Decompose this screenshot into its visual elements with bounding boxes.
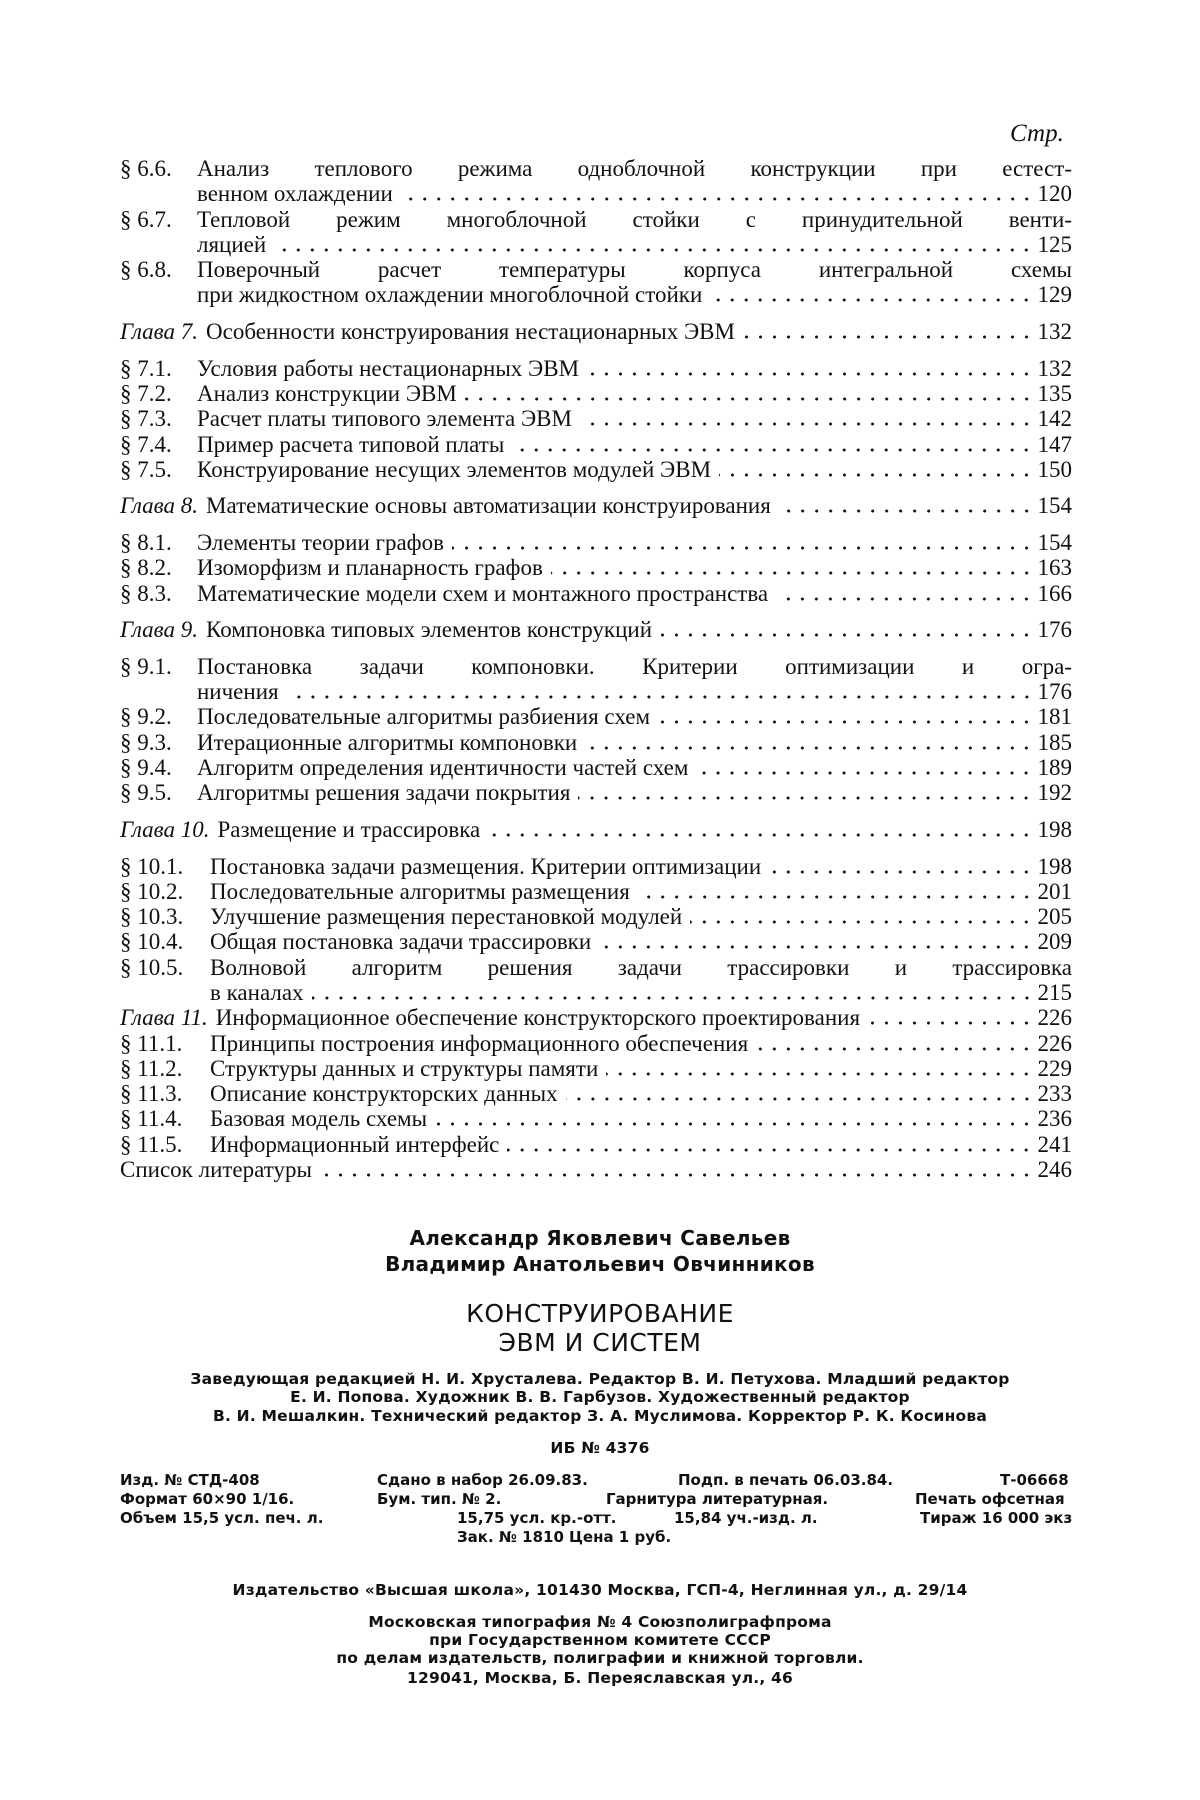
entry-last-line: [197, 282, 1072, 307]
toc-chapter[interactable]: [120, 817, 1072, 842]
toc-entry[interactable]: [120, 207, 1072, 258]
dot-leader: [868, 1011, 1033, 1025]
entry-title: [120, 457, 1072, 482]
section-number: § 11.4.: [120, 1106, 182, 1131]
entry-title: [120, 493, 1072, 518]
entry-last-line: [197, 780, 1072, 805]
entry-title-line: в каналах: [210, 980, 304, 1005]
page-number: 154: [1038, 530, 1073, 555]
entry-title-line: Изоморфизм и планарность графов: [197, 555, 543, 580]
entry-title-line: Принципы построения информационного обеспечения: [210, 1031, 748, 1056]
dot-leader: [776, 587, 1033, 601]
toc-entry[interactable]: [120, 1106, 1072, 1131]
page-number: 201: [1038, 879, 1073, 904]
printer-line: 129041, Москва, Б. Переяславская ул., 46: [0, 1669, 1200, 1687]
dot-leader: [658, 710, 1033, 724]
section-number: § 8.1.: [120, 530, 172, 555]
toc-entry[interactable]: [120, 432, 1072, 457]
entry-title-line: Список литературы: [120, 1157, 312, 1182]
toc-entry[interactable]: [120, 955, 1072, 1006]
toc-entry[interactable]: [120, 356, 1072, 381]
section-number: § 6.6.: [120, 156, 172, 181]
chapter-title: Размещение и трассировка: [218, 817, 481, 842]
entry-title-line: Улучшение размещения перестановкой модулей: [210, 904, 682, 929]
toc-entry[interactable]: [120, 1056, 1072, 1081]
section-number: § 11.3.: [120, 1081, 182, 1106]
entry-title-line: Постановка задачи размещения. Критерии оптимизации: [210, 854, 761, 879]
entry-last-line: [197, 457, 1072, 482]
entry-title-line: Волновой алгоритм решения задачи трассировки и трассировка: [210, 955, 1072, 980]
page-number: 132: [1038, 356, 1073, 381]
author-name: Александр Яковлевич Савельев: [0, 1226, 1200, 1250]
entry-last-line: [120, 319, 1072, 344]
entry-title-line: Расчет платы типового элемента ЭВМ: [197, 406, 572, 431]
page-number: 176: [1038, 679, 1073, 704]
section-number: § 10.1.: [120, 854, 183, 879]
page-number: 120: [1038, 181, 1073, 206]
section-number: § 9.4.: [120, 755, 172, 780]
entry-title-line: ничения: [197, 679, 279, 704]
section-number: § 7.3.: [120, 406, 172, 431]
entry-title-line: ляцией: [197, 232, 266, 257]
imprint-uch-izd: 15,84 уч.-изд. л.: [674, 1509, 818, 1527]
page-number: 176: [1038, 617, 1073, 642]
dot-leader: [488, 823, 1033, 837]
entry-title: [120, 730, 1072, 755]
toc-entry[interactable]: [120, 156, 1072, 207]
entry-title: [120, 929, 1072, 954]
entry-last-line: [210, 1081, 1072, 1106]
entry-title: [120, 555, 1072, 580]
entry-title-line: Пример расчета типовой платы: [197, 432, 504, 457]
chapter-label: Глава 8.: [120, 493, 198, 518]
page-number: 226: [1038, 1031, 1073, 1056]
publisher-address: Издательство «Высшая школа», 101430 Москва, ГСП-4, Неглинная ул., д. 29/14: [0, 1581, 1200, 1599]
chapter-title: Компоновка типовых элементов конструкций: [206, 617, 652, 642]
dot-leader: [585, 736, 1033, 750]
section-number: § 7.5.: [120, 457, 172, 482]
entry-title-line: Математические модели схем и монтажного пространства: [197, 581, 768, 606]
entry-title: [120, 432, 1072, 457]
entry-title: [120, 356, 1072, 381]
entry-last-line: [120, 617, 1072, 642]
section-number: § 10.2.: [120, 879, 183, 904]
chapter-label: Глава 7.: [120, 319, 198, 344]
toc-entry[interactable]: [120, 406, 1072, 431]
entry-title-line: Тепловой режим многоблочной стойки с принудительной венти-: [197, 207, 1072, 232]
author-name: Владимир Анатольевич Овчинников: [0, 1252, 1200, 1276]
entry-last-line: [197, 755, 1072, 780]
toc-chapter[interactable]: [120, 617, 1072, 642]
dot-leader: [606, 1062, 1033, 1076]
dot-leader: [566, 1087, 1034, 1101]
toc-entry[interactable]: [120, 704, 1072, 729]
page-number: 209: [1038, 929, 1073, 954]
page-column-header: Стр.: [1010, 120, 1064, 148]
imprint-format: Формат 60×90 1/16.: [120, 1490, 294, 1508]
entry-last-line: [197, 581, 1072, 606]
imprint-garnitura: Гарнитура литературная.: [606, 1490, 828, 1508]
page-number: 125: [1038, 232, 1073, 257]
entry-title-line: Условия работы нестационарных ЭВМ: [197, 356, 579, 381]
imprint-tirazh: Тираж 16 000 экз: [920, 1509, 1072, 1527]
toc-entry[interactable]: [120, 755, 1072, 780]
entry-title: [120, 817, 1072, 842]
section-number: § 9.5.: [120, 780, 172, 805]
dot-leader: [312, 986, 1034, 1000]
imprint-pechat: Печать офсетная: [915, 1490, 1065, 1508]
dot-leader: [743, 325, 1034, 339]
chapter-title: Математические основы автоматизации конструирования: [206, 493, 771, 518]
page-number: 154: [1038, 493, 1073, 518]
page-number: 150: [1038, 457, 1073, 482]
section-number: § 10.4.: [120, 929, 183, 954]
entry-last-line: [120, 817, 1072, 842]
imprint-cena: Цена 1 руб.: [569, 1528, 671, 1546]
entry-last-line: [197, 432, 1072, 457]
page-number: 166: [1038, 581, 1073, 606]
toc-entry[interactable]: [120, 730, 1072, 755]
dot-leader: [507, 1138, 1033, 1152]
page-number: 192: [1038, 780, 1073, 805]
entry-last-line: [120, 1005, 1072, 1030]
dot-leader: [287, 685, 1034, 699]
page-number: 198: [1038, 817, 1073, 842]
entry-last-line: [197, 181, 1072, 206]
credits-line: Заведующая редакцией Н. И. Хрусталева. Редактор В. И. Петухова. Младший редактор: [0, 1370, 1200, 1388]
entry-title: [120, 581, 1072, 606]
entry-last-line: [210, 879, 1072, 904]
entry-last-line: [210, 1106, 1072, 1131]
section-number: § 7.1.: [120, 356, 172, 381]
section-number: § 11.1.: [120, 1031, 182, 1056]
section-number: § 10.3.: [120, 904, 183, 929]
entry-last-line: [197, 356, 1072, 381]
entry-last-line: [210, 854, 1072, 879]
ib-number: ИБ № 4376: [0, 1439, 1200, 1457]
section-number: § 11.2.: [120, 1056, 182, 1081]
section-number: § 8.3.: [120, 581, 172, 606]
page-number: 181: [1038, 704, 1073, 729]
entry-title: [120, 780, 1072, 805]
dot-leader: [756, 1037, 1033, 1051]
entry-title-line: Информационный интерфейс: [210, 1132, 499, 1157]
entry-last-line: [197, 679, 1072, 704]
imprint-obem: Объем 15,5 усл. печ. л.: [120, 1509, 323, 1527]
entry-title: [120, 207, 1072, 258]
dot-leader: [465, 387, 1034, 401]
page-number: 135: [1038, 381, 1073, 406]
entry-title-line: Базовая модель схемы: [210, 1106, 427, 1131]
entry-title: [120, 1031, 1072, 1056]
entry-title: [120, 156, 1072, 207]
entry-title-line: Описание конструкторских данных: [210, 1081, 558, 1106]
book-title-line: КОНСТРУИРОВАНИЕ: [0, 1299, 1200, 1328]
entry-last-line: [210, 1056, 1072, 1081]
entry-title-line: Алгоритмы решения задачи покрытия: [197, 780, 570, 805]
page-number: 189: [1038, 755, 1073, 780]
entry-last-line: [197, 704, 1072, 729]
entry-title-line: Конструирование несущих элементов модулей ЭВМ: [197, 457, 711, 482]
toc-entry[interactable]: [120, 581, 1072, 606]
printer-line: при Государственном комитете СССР: [0, 1631, 1200, 1649]
page-number: 233: [1038, 1081, 1073, 1106]
entry-last-line: [210, 1031, 1072, 1056]
toc-chapter[interactable]: [120, 493, 1072, 518]
dot-leader: [512, 438, 1033, 452]
page-number: 132: [1038, 319, 1073, 344]
printer-line: Московская типография № 4 Союзполиграфпрома: [0, 1613, 1200, 1631]
page-number: 215: [1038, 980, 1073, 1005]
entry-title-line: при жидкостном охлаждении многоблочной стойки: [197, 282, 702, 307]
page-number: 205: [1038, 904, 1073, 929]
entry-title-line: Последовательные алгоритмы разбиения схем: [197, 704, 650, 729]
entry-title: [120, 1157, 1072, 1182]
toc-entry[interactable]: [120, 780, 1072, 805]
entry-last-line: [210, 1132, 1072, 1157]
dot-leader: [580, 412, 1034, 426]
entry-title: [120, 406, 1072, 431]
entry-last-line: [197, 381, 1072, 406]
entry-last-line: [120, 493, 1072, 518]
toc-chapter[interactable]: [120, 319, 1072, 344]
entry-last-line: [210, 980, 1072, 1005]
chapter-label: Глава 9.: [120, 617, 198, 642]
entry-title-line: Анализ конструкции ЭВМ: [197, 381, 457, 406]
toc-chapter[interactable]: [120, 1005, 1072, 1030]
dot-leader: [719, 463, 1033, 477]
book-title-line: ЭВМ И СИСТЕМ: [0, 1328, 1200, 1357]
imprint-izd: Изд. № СТД-408: [120, 1471, 260, 1489]
toc-entry[interactable]: [120, 879, 1072, 904]
entry-title-line: Общая постановка задачи трассировки: [210, 929, 591, 954]
entry-title: [120, 755, 1072, 780]
section-number: § 9.1.: [120, 654, 172, 679]
entry-title-line: венном охлаждении: [197, 181, 393, 206]
toc-entry[interactable]: [120, 530, 1072, 555]
imprint-podp: Подп. в печать 06.03.84.: [678, 1471, 893, 1489]
entry-title: [120, 1106, 1072, 1131]
dot-leader: [587, 362, 1033, 376]
dot-leader: [401, 187, 1034, 201]
entry-title: [120, 904, 1072, 929]
section-number: § 6.8.: [120, 257, 172, 282]
entry-title: [120, 704, 1072, 729]
imprint-kr-ott: 15,75 усл. кр.-отт.: [457, 1509, 616, 1527]
dot-leader: [599, 935, 1033, 949]
page-number: 147: [1038, 432, 1073, 457]
entry-title: [120, 955, 1072, 1006]
imprint-zak: Зак. № 1810: [457, 1528, 564, 1546]
entry-title-line: Поверочный расчет температуры корпуса интегральной схемы: [197, 257, 1072, 282]
dot-leader: [710, 288, 1033, 302]
toc-entry[interactable]: [120, 257, 1072, 308]
page-number: 226: [1038, 1005, 1073, 1030]
page-number: 229: [1038, 1056, 1073, 1081]
page-number: 198: [1038, 854, 1073, 879]
dot-leader: [435, 1112, 1033, 1126]
toc-entry[interactable]: [120, 904, 1072, 929]
section-number: § 11.5.: [120, 1132, 182, 1157]
credits-line: Е. И. Попова. Художник В. В. Гарбузов. Художественный редактор: [0, 1388, 1200, 1406]
page-number: 185: [1038, 730, 1073, 755]
chapter-label: Глава 11.: [120, 1005, 208, 1030]
page-number: 142: [1038, 406, 1073, 431]
dot-leader: [274, 238, 1033, 252]
toc-entry[interactable]: [120, 929, 1072, 954]
entry-title: [120, 1132, 1072, 1157]
dot-leader: [779, 499, 1034, 513]
entry-title-line: Структуры данных и структуры памяти: [210, 1056, 598, 1081]
entry-last-line: [197, 530, 1072, 555]
page-number: 236: [1038, 1106, 1073, 1131]
toc-entry[interactable]: [120, 1081, 1072, 1106]
entry-title: [120, 879, 1072, 904]
toc-entry[interactable]: [120, 854, 1072, 879]
entry-title: [120, 257, 1072, 308]
entry-title: [120, 1005, 1072, 1030]
toc-entry[interactable]: [120, 1031, 1072, 1056]
entry-title-line: Постановка задачи компоновки. Критерии оптимизации и огра-: [197, 654, 1072, 679]
entry-last-line: [210, 929, 1072, 954]
imprint-t-code: Т-06668: [1000, 1471, 1069, 1489]
imprint-bum: Бум. тип. № 2.: [377, 1490, 501, 1508]
entry-title-line: Итерационные алгоритмы компоновки: [197, 730, 577, 755]
section-number: § 10.5.: [120, 955, 183, 980]
section-number: § 7.2.: [120, 381, 172, 406]
entry-title-line: Последовательные алгоритмы размещения: [210, 879, 630, 904]
chapter-title: Особенности конструирования нестационарных ЭВМ: [206, 319, 735, 344]
entry-title: [120, 319, 1072, 344]
page-number: 129: [1038, 282, 1073, 307]
entry-last-line: [120, 1157, 1072, 1182]
page-number: 246: [1038, 1157, 1073, 1182]
entry-last-line: [197, 730, 1072, 755]
entry-title: [120, 617, 1072, 642]
entry-title: [120, 381, 1072, 406]
entry-title: [120, 654, 1072, 705]
section-number: § 9.2.: [120, 704, 172, 729]
chapter-label: Глава 10.: [120, 817, 210, 842]
toc-entry[interactable]: [120, 381, 1072, 406]
toc-entry[interactable]: [120, 654, 1072, 705]
dot-leader: [578, 786, 1033, 800]
dot-leader: [638, 885, 1034, 899]
dot-leader: [320, 1163, 1034, 1177]
section-number: § 6.7.: [120, 207, 172, 232]
toc-entry[interactable]: [120, 1132, 1072, 1157]
entry-title: [120, 1081, 1072, 1106]
entry-last-line: [197, 406, 1072, 431]
entry-title-line: Анализ теплового режима одноблочной конструкции при естест-: [197, 156, 1072, 181]
dot-leader: [551, 561, 1034, 575]
section-number: § 8.2.: [120, 555, 172, 580]
entry-last-line: [197, 555, 1072, 580]
entry-last-line: [210, 904, 1072, 929]
imprint-sdano: Сдано в набор 26.09.83.: [377, 1471, 588, 1489]
dot-leader: [690, 910, 1033, 924]
entry-title: [120, 530, 1072, 555]
dot-leader: [696, 761, 1033, 775]
toc-entry[interactable]: [120, 457, 1072, 482]
section-number: § 9.3.: [120, 730, 172, 755]
entry-title: [120, 1056, 1072, 1081]
dot-leader: [769, 860, 1033, 874]
printer-line: по делам издательств, полиграфии и книжной торговли.: [0, 1649, 1200, 1667]
chapter-title: Информационное обеспечение конструкторского проектирования: [216, 1005, 860, 1030]
credits-line: В. И. Мешалкин. Технический редактор З. А. Муслимова. Корректор Р. К. Косинова: [0, 1407, 1200, 1425]
entry-last-line: [197, 232, 1072, 257]
toc-entry[interactable]: [120, 1157, 1072, 1182]
section-number: § 7.4.: [120, 432, 172, 457]
entry-title: [120, 854, 1072, 879]
dot-leader: [660, 623, 1033, 637]
page-number: 241: [1038, 1132, 1073, 1157]
entry-title-line: Алгоритм определения идентичности частей схем: [197, 755, 688, 780]
toc-entry[interactable]: [120, 555, 1072, 580]
entry-title-line: Элементы теории графов: [197, 530, 444, 555]
dot-leader: [452, 536, 1034, 550]
page-number: 163: [1038, 555, 1073, 580]
table-of-contents: [120, 156, 1072, 1182]
